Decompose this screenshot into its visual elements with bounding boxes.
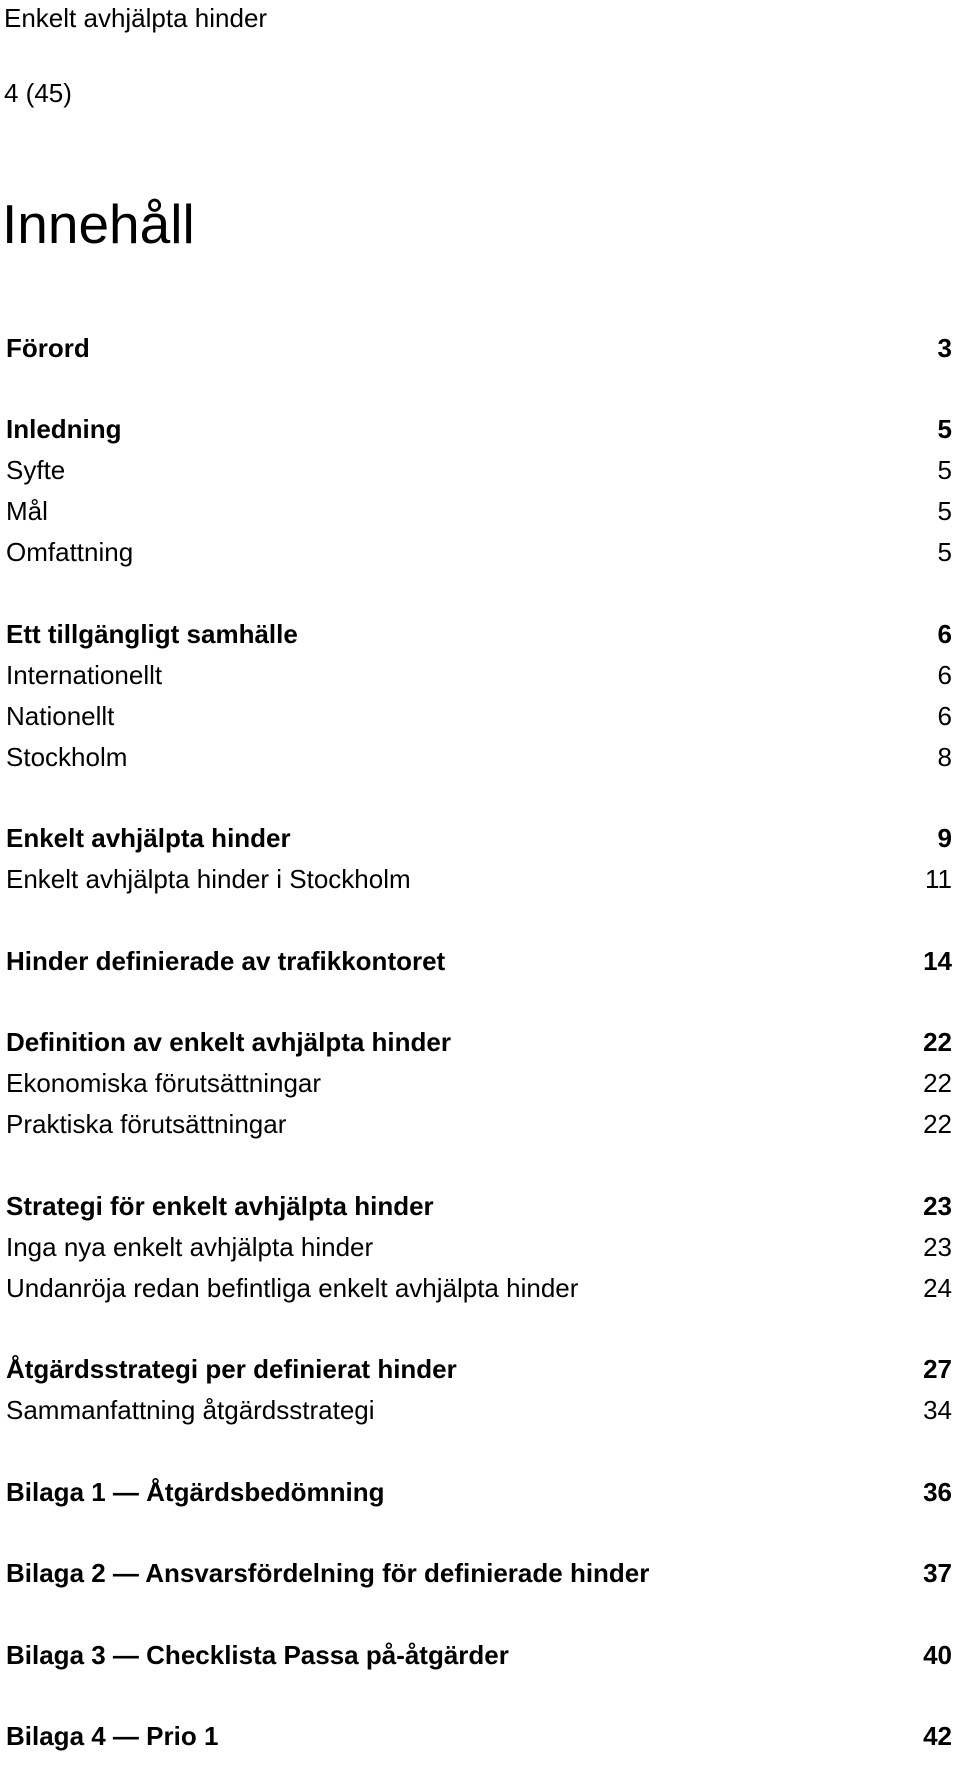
toc-entry-title: Mål: [6, 495, 48, 526]
toc-entry-title: Enkelt avhjälpta hinder: [6, 822, 291, 853]
toc-entry-page: 5: [937, 413, 952, 444]
toc-entry-bilaga-3[interactable]: [6, 1638, 952, 1672]
toc-entry-page: 23: [923, 1190, 952, 1221]
toc-entry-title: Nationellt: [6, 700, 115, 731]
toc-entry-page: 36: [923, 1476, 952, 1507]
toc-entry-ekonomiska-forutsattningar[interactable]: [6, 1066, 952, 1100]
toc-entry-title: Inledning: [6, 413, 122, 444]
toc-entry-bilaga-4[interactable]: [6, 1719, 952, 1753]
page-number: 4 (45): [4, 78, 72, 108]
toc-entry-page: 9: [937, 822, 952, 853]
toc-entry-title: Ekonomiska förutsättningar: [6, 1067, 322, 1098]
toc-entry-omfattning[interactable]: [6, 535, 952, 569]
toc-entry-title: Stockholm: [6, 741, 128, 772]
toc-entry-title: Strategi för enkelt avhjälpta hinder: [6, 1190, 434, 1221]
toc-entry-title: Internationellt: [6, 659, 163, 690]
toc-entry-atgardsstrategi[interactable]: [6, 1352, 952, 1386]
toc-entry-page: 23: [923, 1231, 952, 1262]
toc-entry-page: 34: [923, 1394, 952, 1425]
toc-entry-title: Hinder definierade av trafikkontoret: [6, 945, 446, 976]
toc-entry-title: Bilaga 3 — Checklista Passa på-åtgärder: [6, 1639, 509, 1670]
toc-entry-page: 27: [923, 1353, 952, 1384]
toc-entry-title: Praktiska förutsättningar: [6, 1108, 287, 1139]
toc-entry-enkelt-avhjalpta-hinder-i-stockholm[interactable]: [6, 862, 952, 896]
toc-entry-bilaga-2[interactable]: [6, 1556, 952, 1590]
running-header: Enkelt avhjälpta hinder: [4, 3, 268, 33]
toc-entry-title: Inga nya enkelt avhjälpta hinder: [6, 1231, 374, 1262]
toc-entry-hinder-definierade[interactable]: [6, 944, 952, 978]
toc-entry-page: 3: [937, 332, 952, 363]
toc-entry-title: Undanröja redan befintliga enkelt avhjälpta hinder: [6, 1272, 579, 1303]
toc-entry-sammanfattning[interactable]: [6, 1393, 952, 1427]
toc-entry-mal[interactable]: [6, 494, 952, 528]
toc-entry-title: Bilaga 1 — Åtgärdsbedömning: [6, 1476, 385, 1507]
toc-entry-page: 5: [937, 495, 952, 526]
toc-entry-page: 22: [923, 1026, 952, 1057]
toc-entry-enkelt-avhjalpta-hinder[interactable]: [6, 821, 952, 855]
toc-entry-inledning[interactable]: [6, 412, 952, 446]
toc-entry-page: 5: [937, 454, 952, 485]
toc-entry-title: Definition av enkelt avhjälpta hinder: [6, 1026, 451, 1057]
toc-entry-page: 40: [923, 1639, 952, 1670]
toc-entry-syfte[interactable]: [6, 453, 952, 487]
toc-entry-title: Bilaga 4 — Prio 1: [6, 1720, 219, 1751]
toc-entry-page: 6: [937, 700, 952, 731]
toc-entry-internationellt[interactable]: [6, 658, 952, 692]
toc-entry-undanroja[interactable]: [6, 1271, 952, 1305]
toc-entry-title: Syfte: [6, 454, 66, 485]
toc-entry-title: Enkelt avhjälpta hinder i Stockholm: [6, 863, 411, 894]
toc-entry-page: 37: [923, 1557, 952, 1588]
toc-entry-title: Åtgärdsstrategi per definierat hinder: [6, 1353, 457, 1384]
toc-entry-page: 22: [923, 1108, 952, 1139]
toc-entry-stockholm[interactable]: [6, 740, 952, 774]
toc-entry-nationellt[interactable]: [6, 699, 952, 733]
toc-entry-definition[interactable]: [6, 1025, 952, 1059]
toc-entry-page: 14: [923, 945, 952, 976]
toc-entry-page: 8: [937, 741, 952, 772]
toc-entry-title: Omfattning: [6, 536, 134, 567]
toc-entry-title: Förord: [6, 332, 90, 363]
toc-entry-page: 6: [937, 618, 952, 649]
toc-entry-page: 5: [937, 536, 952, 567]
toc-entry-title: Sammanfattning åtgärdsstrategi: [6, 1394, 375, 1425]
toc-entry-forord[interactable]: [6, 331, 952, 365]
toc-entry-page: 24: [923, 1272, 952, 1303]
toc-entry-title: Ett tillgängligt samhälle: [6, 618, 298, 649]
toc-entry-strategi[interactable]: [6, 1189, 952, 1223]
toc-heading: Innehåll: [2, 193, 195, 255]
toc-entry-ett-tillgangligt-samhalle[interactable]: [6, 617, 952, 651]
toc-entry-page: 11: [925, 863, 952, 894]
toc-entry-praktiska-forutsattningar[interactable]: [6, 1107, 952, 1141]
toc-entry-page: 22: [923, 1067, 952, 1098]
toc-entry-page: 42: [923, 1720, 952, 1751]
toc-entry-page: 6: [937, 659, 952, 690]
toc-entry-bilaga-1[interactable]: [6, 1475, 952, 1509]
toc-entry-title: Bilaga 2 — Ansvarsfördelning för definierade hinder: [6, 1557, 650, 1588]
toc-entry-inga-nya[interactable]: [6, 1230, 952, 1264]
